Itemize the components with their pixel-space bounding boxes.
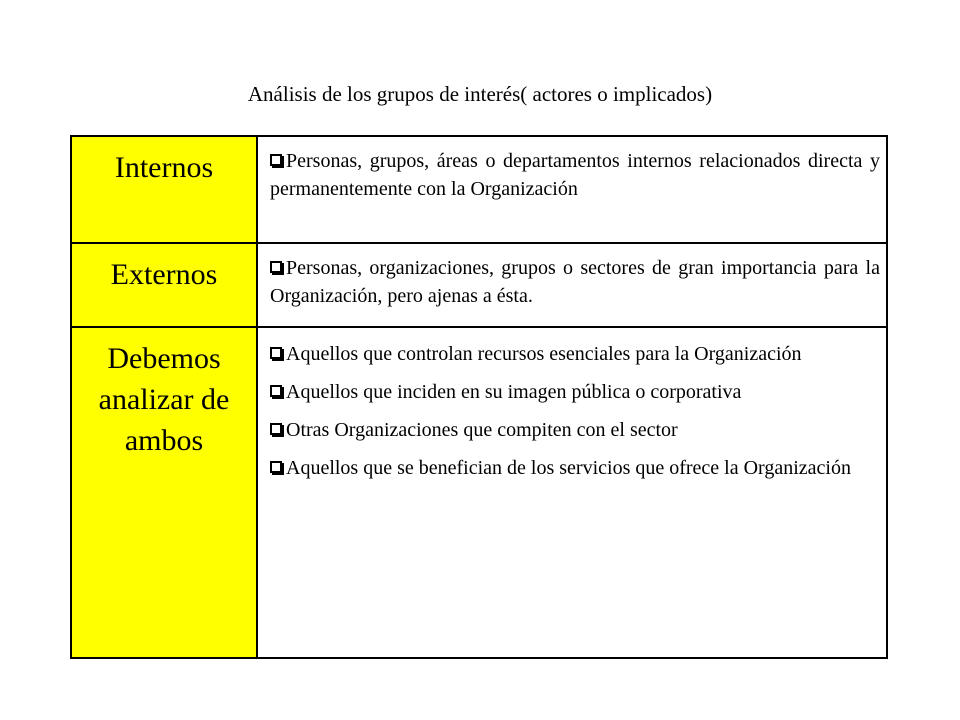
list-item-text: Otras Organizaciones que compiten con el sector bbox=[286, 419, 678, 441]
checkbox-square-icon bbox=[270, 261, 282, 273]
checkbox-square-icon bbox=[270, 423, 282, 435]
list-item bbox=[270, 416, 880, 444]
list-item bbox=[270, 147, 880, 203]
stakeholder-table bbox=[70, 135, 888, 659]
row-label-ambos: Debemos analizar de ambos bbox=[72, 328, 258, 657]
page-title: Análisis de los grupos de interés( actores o implicados) bbox=[247, 82, 713, 106]
list-item-text: Aquellos que se benefician de los servicios que ofrece la Organización bbox=[286, 457, 851, 479]
list-item-text: Aquellos que controlan recursos esenciales para la Organización bbox=[286, 343, 802, 365]
list-item-text: Aquellos que inciden en su imagen pública o corporativa bbox=[286, 381, 742, 403]
row-content-externos bbox=[258, 244, 886, 328]
list-item-text: Personas, organizaciones, grupos o sectores de gran importancia para la Organización, pero ajenas a ésta. bbox=[270, 257, 880, 307]
list-item bbox=[270, 454, 880, 482]
list-item-text: Personas, grupos, áreas o departamentos internos relacionados directa y permanentemente con la Organización bbox=[270, 150, 880, 200]
row-label-externos: Externos bbox=[72, 244, 258, 328]
list-item bbox=[270, 378, 880, 406]
checkbox-square-icon bbox=[270, 385, 282, 397]
list-item bbox=[270, 340, 880, 368]
row-content-internos bbox=[258, 137, 886, 244]
checkbox-square-icon bbox=[270, 461, 282, 473]
checkbox-square-icon bbox=[270, 154, 282, 166]
list-item bbox=[270, 254, 880, 310]
checkbox-square-icon bbox=[270, 347, 282, 359]
row-label-internos: Internos bbox=[72, 137, 258, 244]
row-content-ambos bbox=[258, 328, 886, 657]
